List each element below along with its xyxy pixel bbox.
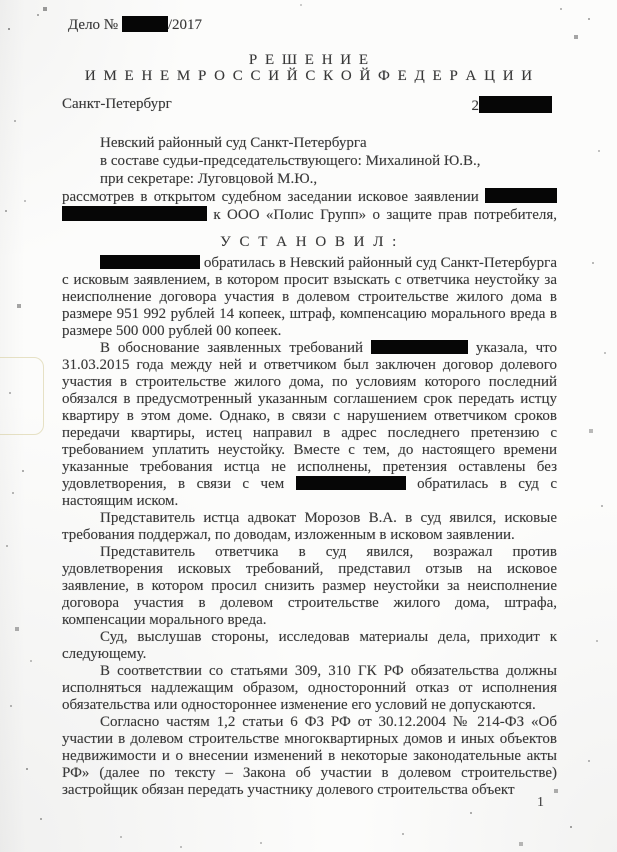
decision-body <box>62 255 557 799</box>
body-paragraph: В соответствии со статьями 309, 310 ГК РФ обязательства должны исполняться надлежащим образом, односторонний отказ от исполнения обязательства или одностороннее изменение его условий не допускаются. <box>62 663 557 713</box>
redaction-box-date <box>479 96 552 113</box>
redaction-box-case-number <box>122 16 168 32</box>
court-composition-block <box>62 134 557 224</box>
hearing-line: рассмотрев в открытом судебном заседании исковое заявлении <box>62 188 557 206</box>
scan-noise <box>0 0 2 2</box>
body-paragraph: обратилась в Невский районный суд Санкт-Петербурга с исковым заявлением, в котором просит взыскать с ответчика неустойку за неисполнение договора участия в долевом строительстве жилого дома в размере 951 992 рублей 14 копеек, штраф, компенсацию морального вреда в размере 500 000 рублей 00 копеек. <box>62 255 557 339</box>
city-label: Санкт-Петербург <box>62 96 172 112</box>
secretary-line: при секретаре: Луговцовой М.Ю., <box>100 171 318 187</box>
scan-artifact-outline <box>0 357 44 435</box>
redaction-box <box>296 476 406 490</box>
decision-title-block <box>62 52 557 84</box>
redaction-box <box>371 340 468 354</box>
city-date-row <box>62 96 557 115</box>
section-heading-ustanovil: У С Т А Н О В И Л : <box>220 234 399 250</box>
body-paragraph: Представитель истца адвокат Морозов В.А. в суд явился, исковые требования поддержал, по доводам, изложенным в исковом заявлении. <box>62 510 557 543</box>
body-paragraph: Представитель ответчика в суд явился, возражал против удовлетворения исковых требований, представил отзыв на исковое заявление, в котором просил снизить размер неустойки за неисполнение договора участия в долевом строительстве жилого дома, штрафа, компенсации морального вреда. <box>62 544 557 628</box>
court-name-line: Невский районный суд Санкт-Петербурга <box>100 135 367 151</box>
body-paragraph: Суд, выслушав стороны, исследовав материалы дела, приходит к следующему. <box>62 629 557 662</box>
case-number-label: Дело № <box>68 17 119 33</box>
decision-date <box>472 96 553 115</box>
redaction-box-plaintiff <box>485 188 557 203</box>
redaction-box <box>100 255 200 269</box>
body-paragraph: В обоснование заявленных требований указала, что 31.03.2015 года между ней и ответчиком был заключен договор долевого участия в строительстве жилого дома, по условиям которого последний обязался в предусмотренный указанным соглашением срок передать истцу квартиру в этом доме. Однако, в связи с нарушением ответчиком сроков передачи квартиры, истец направил в адрес последнего претензию с требованием уплатить неустойку. Вместе с тем, до настоящего времени указанные требования истца не исполнены, претензия оставлены без удовлетворения, в связи с чем обратилась в суд с настоящим иском. <box>62 340 558 509</box>
decision-subtitle: И М Е Н Е М Р О С С И Й С К О Й Ф Е Д Е Р А Ц И И <box>84 68 535 84</box>
document-content <box>62 0 557 799</box>
body-paragraph: Согласно частям 1,2 статьи 6 ФЗ РФ от 30.12.2004 № 214-ФЗ «Об участии в долевом строительстве многоквартирных домов и иных объектов недвижимости и о внесении изменений в некоторые законодательные акты РФ» (далее по тексту – Закона об участии в долевом строительстве) застройщик обязан передать участнику долевого строительства объект <box>62 714 557 798</box>
claim-line: к ООО «Полис Групп» о защите прав потребителя, <box>62 206 557 224</box>
decision-title: Р Е Ш Е Н И Е <box>248 52 371 68</box>
redaction-box-plaintiff <box>62 206 207 221</box>
date-visible-digit: 2 <box>471 98 479 114</box>
case-number-line <box>68 16 557 34</box>
page-number: 1 <box>537 795 544 810</box>
judge-line: в составе судьи-председательствующего: Михалиной Ю.В., <box>100 153 481 169</box>
case-number-suffix: /2017 <box>167 17 203 33</box>
